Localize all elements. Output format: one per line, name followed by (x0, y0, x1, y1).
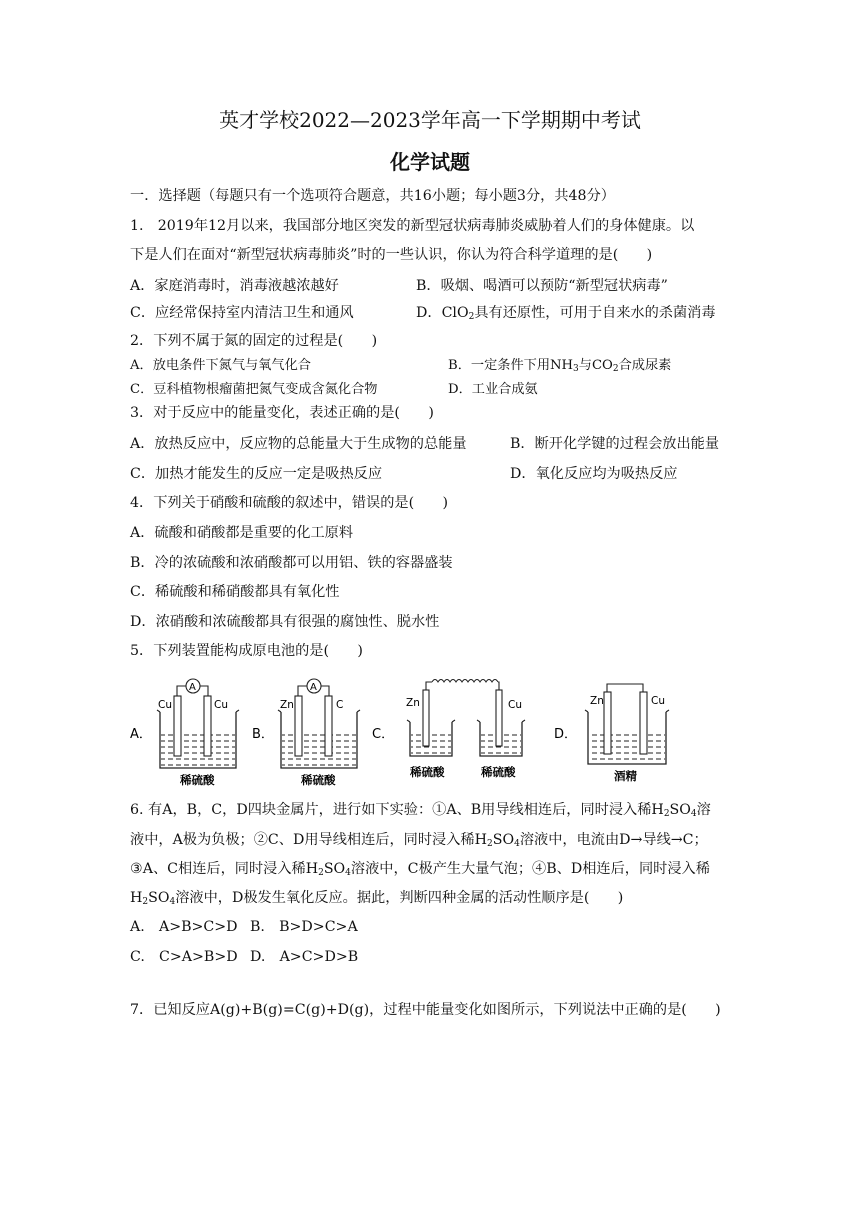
apparatus-a-solution: 稀硫酸 (180, 773, 215, 787)
q4-option-b: B．冷的浓硫酸和浓硝酸都可以用铝、铁的容器盛装 (130, 555, 453, 571)
ammeter-a-symbol: A (189, 682, 196, 693)
q6-stem-line4: $H_2SO_4$溶液中，D极发生氧化反应。据此，判断四种金属的活动性顺序是( ) (130, 890, 624, 907)
q2-option-d: D．工业合成氨 (448, 382, 538, 397)
q6-option-b: B. B>D>C>A (250, 919, 358, 935)
exam-title: 英才学校2022—2023学年高一下学期期中考试 (219, 108, 641, 132)
apparatus-d-solution: 酒精 (614, 769, 637, 783)
apparatus-d-label: D． (554, 727, 578, 742)
q3-stem: 3．对于反应中的能量变化，表述正确的是( ) (130, 405, 434, 421)
q6-stem-line2: 液中，A极为负极；②C、D用导线相连后，同时浸入稀$H_2SO_4$溶液中，电流由D→导线→C； (130, 832, 708, 849)
apparatus-a (130, 679, 239, 787)
apparatus-c-right-electrode: Cu (508, 699, 522, 711)
apparatus-c-solution-right: 稀硫酸 (481, 765, 516, 779)
q6-option-a: A. A>B>C>D (130, 919, 238, 935)
apparatus-d (554, 684, 669, 783)
apparatus-a-right-electrode: Cu (214, 699, 228, 711)
q1-option-d: D．ClO$_2$具有还原性，可用于自来水的杀菌消毒 (416, 305, 716, 322)
apparatus-d-right-electrode: Cu (651, 695, 665, 707)
q4-option-a: A．硫酸和硝酸都是重要的化工原料 (130, 525, 354, 541)
q2-option-a: A．放电条件下氮气与氧气化合 (130, 358, 311, 373)
q2-option-c: C．豆科植物根瘤菌把氮气变成含氮化合物 (130, 382, 378, 397)
q1-stem-line2: 下是人们在面对“新型冠状病毒肺炎”时的一些认识，你认为符合科学道理的是( ) (130, 247, 653, 263)
q7-stem: 7．已知反应A(g)+B(g)=C(g)+D(g)，过程中能量变化如图所示，下列说法中正确的是( ) (130, 1002, 721, 1018)
apparatus-b-solution: 稀硫酸 (301, 773, 336, 787)
q3-option-a: A．放热反应中，反应物的总能量大于生成物的总能量 (130, 436, 467, 452)
q1-option-c: C．应经常保持室内清洁卫生和通风 (130, 305, 354, 321)
exam-subtitle: 化学试题 (390, 150, 470, 174)
q6-option-c: C. C>A>B>D (130, 949, 238, 965)
apparatus-b-right-electrode: C (336, 699, 344, 711)
q1-option-b: B．吸烟、喝酒可以预防“新型冠状病毒” (416, 278, 668, 294)
apparatus-d-left-electrode: Zn (590, 695, 604, 707)
section-heading: 一．选择题（每题只有一个选项符合题意，共16小题；每小题3分，共48分） (130, 188, 615, 204)
q1-stem-line1: 1. 2019年12月以来，我国部分地区突发的新型冠状病毒肺炎威胁着人们的身体健康。以 (130, 218, 695, 234)
q4-option-c: C．稀硫酸和稀硝酸都具有氧化性 (130, 584, 340, 600)
apparatus-b-left-electrode: Zn (280, 699, 294, 711)
apparatus-c-solution-left: 稀硫酸 (410, 765, 445, 779)
q3-option-c: C．加热才能发生的反应一定是吸热反应 (130, 466, 383, 482)
q6-stem-line1: 6. 有A，B，C，D四块金属片，进行如下实验：①A、B用导线相连后，同时浸入稀$H_2SO_4$溶 (130, 802, 711, 819)
q5-figure (0, 672, 860, 792)
q2-stem: 2．下列不属于氮的固定的过程是( ) (130, 333, 378, 349)
q1-option-a: A．家庭消毒时，消毒液越浓越好 (130, 278, 339, 294)
q3-option-b: B．断开化学键的过程会放出能量 (510, 436, 720, 452)
q3-option-d: D．氧化反应均为吸热反应 (510, 466, 678, 482)
q5-stem: 5．下列装置能构成原电池的是( ) (130, 643, 363, 659)
ammeter-b-symbol: A (310, 682, 317, 693)
apparatus-c-label: C． (372, 727, 395, 742)
q4-option-d: D．浓硝酸和浓硫酸都具有很强的腐蚀性、脱水性 (130, 614, 440, 630)
q2-option-b: B．一定条件下用$NH_3$与$CO_2$合成尿素 (448, 358, 672, 374)
apparatus-a-label: A． (130, 727, 152, 742)
q4-stem: 4．下列关于硝酸和硫酸的叙述中，错误的是( ) (130, 495, 449, 511)
apparatus-c-left-electrode: Zn (406, 697, 420, 709)
apparatus-c (372, 680, 525, 780)
apparatus-b (252, 679, 360, 787)
q6-option-d: D. A>C>D>B (250, 949, 359, 965)
apparatus-a-left-electrode: Cu (158, 699, 172, 711)
q6-stem-line3: ③A、C相连后，同时浸入稀$H_2SO_4$溶液中，C极产生大量气泡；④B、D相连后，同时浸入稀 (130, 861, 710, 878)
apparatus-b-label: B． (252, 727, 274, 742)
